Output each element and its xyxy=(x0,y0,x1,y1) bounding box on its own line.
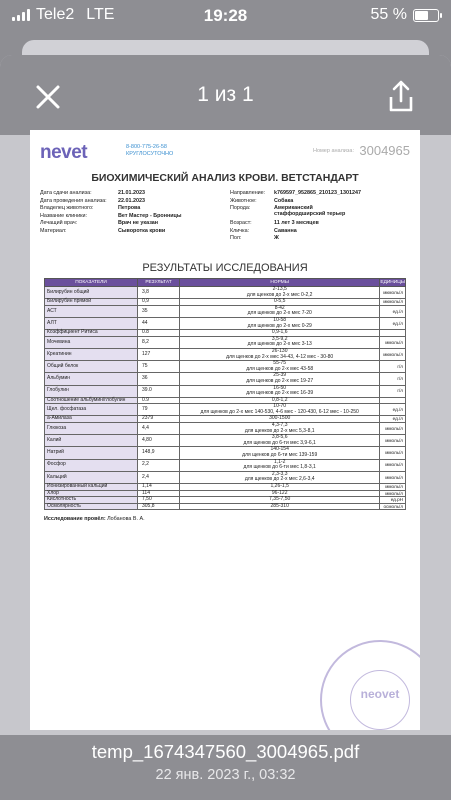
file-date: 22 янв. 2023 г., 03:32 xyxy=(155,767,296,783)
cell-value: 79 xyxy=(138,404,180,416)
cell-unit xyxy=(380,330,406,337)
info-value: k769597_952865_210123_1301247 xyxy=(274,190,361,196)
cell-value: 8,2 xyxy=(138,336,180,348)
cell-norm: 4,3-7,3 для щенков до 2-х мес 5,3-8,1 xyxy=(180,423,380,435)
table-row xyxy=(45,317,406,329)
results-table xyxy=(44,278,406,510)
cell-norm: 300-1500 xyxy=(180,416,380,423)
cell-name: Фосфор xyxy=(45,459,138,471)
info-row xyxy=(40,228,220,236)
info-value: 21.01.2023 xyxy=(118,190,145,196)
table-row xyxy=(45,330,406,337)
cell-norm: 3,5-9,2 для щенков до 2-х мес 3-13 xyxy=(180,336,380,348)
share-icon[interactable] xyxy=(385,79,417,115)
table-row xyxy=(45,416,406,423)
table-row xyxy=(45,503,406,510)
document-viewer xyxy=(0,55,451,800)
info-key: Порода: xyxy=(230,205,251,211)
signed-label: Исследование провёл: xyxy=(44,516,106,523)
info-key: Направление: xyxy=(230,190,266,196)
info-row xyxy=(40,213,220,221)
signed-name: Лобанова В. А. xyxy=(107,516,145,523)
battery-percent: 55 % xyxy=(370,6,407,23)
info-value: Ж xyxy=(274,235,279,241)
table-row xyxy=(45,348,406,360)
cell-name: Альбумин xyxy=(45,373,138,385)
cell-unit: ед./л xyxy=(380,317,406,329)
info-row xyxy=(230,190,415,198)
table-header: ПОКАЗАТЕЛИ xyxy=(45,279,138,287)
cell-norm: 25-39 для щенков до 2-х мес 19-27 xyxy=(180,373,380,385)
cell-norm: 140-154 для щенков до 6-ти мес 139-159 xyxy=(180,447,380,459)
info-key: Дата сдачи анализа: xyxy=(40,190,92,196)
cell-norm: 285-310 xyxy=(180,503,380,510)
cell-norm: 0,9-1,6 xyxy=(180,330,380,337)
info-key: Материал: xyxy=(40,227,67,234)
info-row xyxy=(230,205,415,220)
cell-norm: 10-58 для щенков до 2-х мес 0-29 xyxy=(180,317,380,329)
cell-name: Кислотность xyxy=(45,497,138,504)
cell-name: Мочевина xyxy=(45,336,138,348)
table-row xyxy=(45,490,406,497)
cell-norm: 1,1-2 для щенков до 6-ти мес 1,8-3,1 xyxy=(180,459,380,471)
cell-value: 0.9 xyxy=(138,397,180,404)
cell-name: а-Амилаза xyxy=(45,416,138,423)
file-name: temp_1674347560_3004965.pdf xyxy=(91,741,360,762)
cell-norm: 8-42 для щенков до 2-х мес 7-20 xyxy=(180,305,380,317)
cell-name: Натрий xyxy=(45,447,138,459)
info-value: 11 лет 3 месяцев xyxy=(274,220,319,226)
cell-name: Осмолярность xyxy=(45,503,138,510)
cell-unit: ед./л xyxy=(380,404,406,416)
clinic-phone-note: КРУГЛОСУТОЧНО xyxy=(126,151,174,157)
viewer-toolbar xyxy=(0,55,451,135)
cell-name: Глюкоза xyxy=(45,423,138,435)
cell-norm: 55-75 для щенков до 2-х мес 43-58 xyxy=(180,361,380,373)
patient-info xyxy=(30,190,420,260)
info-value: Американский стаффордширский терьер xyxy=(274,205,346,217)
cell-unit: мкмоль/л xyxy=(380,299,406,306)
cell-value: 3,8 xyxy=(138,287,180,299)
cell-value: 0.8 xyxy=(138,330,180,337)
clinic-phone: 8-800-775-26-58 xyxy=(126,144,167,150)
cell-norm: 1,26-1,5 xyxy=(180,484,380,491)
cell-norm: 26-130 для щенков до 2-х мес 34-43, 4-12 мес - 30-80 xyxy=(180,348,380,360)
info-row xyxy=(40,220,220,228)
cell-unit: г/л xyxy=(380,373,406,385)
cell-name: Щел. фосфатаза xyxy=(45,404,138,416)
cell-name: Ионизированный кальций xyxy=(45,484,138,491)
table-header: НОРМЫ xyxy=(180,279,380,287)
info-value: Вет Мастер - Бронницы xyxy=(118,212,182,219)
table-row xyxy=(45,471,406,483)
cell-value: 39.0 xyxy=(138,385,180,397)
table-row xyxy=(45,287,406,299)
info-value: Сыворотка крови xyxy=(118,227,166,234)
cell-unit: ммоль/л xyxy=(380,484,406,491)
cell-unit: ммоль/л xyxy=(380,471,406,483)
info-value: Саванна xyxy=(274,227,297,234)
table-row xyxy=(45,373,406,385)
cell-unit: мкмоль/л xyxy=(380,348,406,360)
info-row xyxy=(230,228,415,236)
analysis-number: 3004965 xyxy=(359,143,410,158)
table-row xyxy=(45,497,406,504)
cell-name: Глобулин xyxy=(45,385,138,397)
cell-unit: ммоль/л xyxy=(380,447,406,459)
info-value: 22.01.2023 xyxy=(118,197,145,204)
cell-value: 2,2 xyxy=(138,459,180,471)
status-bar xyxy=(0,0,451,32)
cell-unit: мкмоль/л xyxy=(380,287,406,299)
cell-value: 4,80 xyxy=(138,435,180,447)
cell-value: 75 xyxy=(138,361,180,373)
cell-value: 7,50 xyxy=(138,497,180,504)
results-title: РЕЗУЛЬТАТЫ ИССЛЕДОВАНИЯ xyxy=(142,262,308,274)
table-header: РЕЗУЛЬТАТ xyxy=(138,279,180,287)
cell-value: 305,8 xyxy=(138,503,180,510)
cell-name: Билирубин общий xyxy=(45,287,138,299)
cell-unit: ед./л xyxy=(380,305,406,317)
cell-value: 35 xyxy=(138,305,180,317)
table-row xyxy=(45,459,406,471)
cell-name: АЛТ xyxy=(45,317,138,329)
cell-unit: ммоль/л xyxy=(380,459,406,471)
cell-norm: 96-122 xyxy=(180,490,380,497)
cell-norm: 10-70 для щенков до 2-х мес 140-530, 4-6 мес - 120-430, 6-12 мес - 10-250 xyxy=(180,404,380,416)
cell-name: Коэффициент Ритиса xyxy=(45,330,138,337)
table-row xyxy=(45,397,406,404)
info-row xyxy=(230,235,415,243)
document-title: БИОХИМИЧЕСКИЙ АНАЛИЗ КРОВИ. ВЕТСТАНДАРТ xyxy=(91,172,359,184)
cell-norm: 2,3-3,3 для щенков до 2-х мес 2,6-3,4 xyxy=(180,471,380,483)
page-indicator: 1 из 1 xyxy=(197,83,254,106)
cell-name: Хлор xyxy=(45,490,138,497)
battery-icon xyxy=(413,9,439,22)
cell-value: 148,9 xyxy=(138,447,180,459)
table-row xyxy=(45,435,406,447)
cell-name: Калий xyxy=(45,435,138,447)
table-row xyxy=(45,404,406,416)
info-row xyxy=(40,205,220,213)
cell-unit xyxy=(380,397,406,404)
pdf-page xyxy=(30,130,420,730)
cell-value: 44 xyxy=(138,317,180,329)
cell-value: 2,4 xyxy=(138,471,180,483)
cell-unit: осмоль/л xyxy=(380,503,406,510)
table-row xyxy=(45,305,406,317)
info-row xyxy=(40,198,220,206)
cell-unit: ммоль/л xyxy=(380,490,406,497)
carrier-label: Tele2 xyxy=(36,6,75,23)
info-row xyxy=(230,198,415,206)
info-row xyxy=(230,220,415,228)
table-header: ЕДИНИЦЫ xyxy=(380,280,405,285)
signature-line xyxy=(44,516,420,522)
cell-value: 114 xyxy=(138,490,180,497)
table-row xyxy=(45,299,406,306)
table-row xyxy=(45,361,406,373)
cell-name: Общий белок xyxy=(45,361,138,373)
file-info xyxy=(0,735,451,800)
cell-unit: г/л xyxy=(380,361,406,373)
info-value: Врач не указан xyxy=(118,220,159,226)
cell-unit: ммоль/л xyxy=(380,336,406,348)
table-row xyxy=(45,484,406,491)
cell-unit: ммоль/л xyxy=(380,423,406,435)
cell-norm: 2-13,5 для щенков до 2-х мес 0-2,2 xyxy=(180,287,380,299)
info-value: Петрова xyxy=(118,205,141,211)
info-key: Пол: xyxy=(230,235,242,241)
network-label: LTE xyxy=(86,6,115,23)
clinic-stamp: neovet xyxy=(320,640,420,730)
info-key: Кличка: xyxy=(230,227,250,234)
cell-value: 1,14 xyxy=(138,484,180,491)
cell-name: Кальций xyxy=(45,471,138,483)
cell-name: Креатинин xyxy=(45,348,138,360)
table-row xyxy=(45,447,406,459)
cell-name: АСТ xyxy=(45,305,138,317)
info-key: Лечащий врач: xyxy=(40,220,78,226)
info-key: Владелец животного: xyxy=(40,205,94,211)
analysis-number-label: Номер анализа: xyxy=(312,148,354,154)
cell-unit: ммоль/л xyxy=(380,435,406,447)
cell-unit: ед.pH xyxy=(380,497,406,504)
cell-norm: 16-50 для щенков до 2-х мес 16-39 xyxy=(180,385,380,397)
cell-value: 36 xyxy=(138,373,180,385)
info-key: Животное: xyxy=(230,197,257,204)
clock: 19:28 xyxy=(203,6,248,25)
cell-norm: 0-5,5 xyxy=(180,299,380,306)
cell-unit: г/л xyxy=(380,385,406,397)
cell-name: Билирубин прямой xyxy=(45,299,138,306)
table-row xyxy=(45,385,406,397)
cell-value: 127 xyxy=(138,348,180,360)
brand-logo: nevet xyxy=(40,142,88,163)
cell-name: Соотношение альбумин/глобулин xyxy=(45,397,138,404)
cell-norm: 3,8-5,6 для щенков до 6-ти мес 3,9-6,1 xyxy=(180,435,380,447)
table-row xyxy=(45,423,406,435)
cell-unit: ед./л xyxy=(380,416,406,423)
info-row xyxy=(40,190,220,198)
cell-value: 4,4 xyxy=(138,423,180,435)
cell-value: 0,9 xyxy=(138,299,180,306)
cell-norm: 0,8-1,2 xyxy=(180,397,380,404)
info-value: Собака xyxy=(274,197,294,204)
info-key: Дата проведения анализа: xyxy=(40,197,107,204)
info-key: Название клиники: xyxy=(40,212,88,219)
table-row xyxy=(45,336,406,348)
info-key: Возраст: xyxy=(230,220,252,226)
cell-norm: 7,35-7,50 xyxy=(180,497,380,504)
cell-value: 2379 xyxy=(138,416,180,423)
